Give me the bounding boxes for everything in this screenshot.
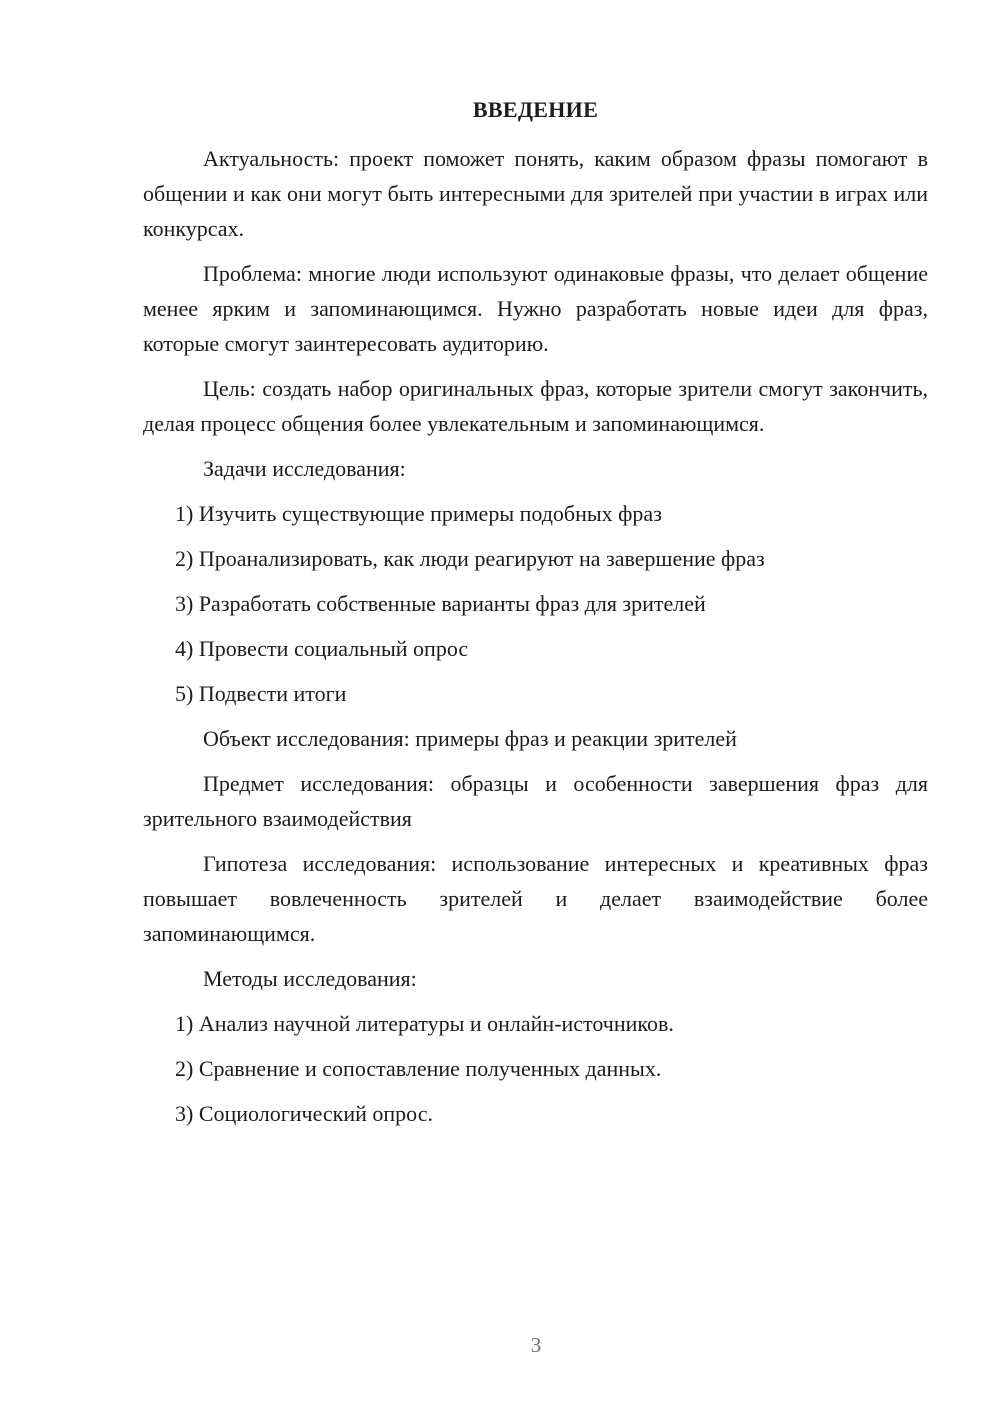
page-content bbox=[143, 92, 928, 1141]
page-title: ВВЕДЕНИЕ bbox=[472, 97, 599, 122]
task-item: 3) Разработать собственные варианты фраз для зрителей bbox=[175, 591, 706, 616]
method-item: 3) Социологический опрос. bbox=[175, 1101, 433, 1126]
task-item: 1) Изучить существующие примеры подобных фраз bbox=[175, 501, 662, 526]
task-item: 4) Провести социальный опрос bbox=[175, 636, 469, 661]
relevance-paragraph: Актуальность: проект поможет понять, каким образом фразы помогают в общении и как они могут быть интересными для зрителей при участии в играх или конкурсах. bbox=[143, 146, 928, 241]
goal-paragraph: Цель: создать набор оригинальных фраз, которые зрители смогут закончить, делая процесс общения более увлекательным и запоминающимся. bbox=[143, 376, 928, 436]
page-number: 3 bbox=[530, 1333, 542, 1357]
hypothesis-paragraph: Гипотеза исследования: использование интересных и креативных фраз повышает вовлеченность зрителей и делает взаимодействие более запоминающимся. bbox=[143, 851, 928, 946]
subject-paragraph: Предмет исследования: образцы и особенности завершения фраз для зрительного взаимодействия bbox=[143, 771, 928, 831]
method-item: 1) Анализ научной литературы и онлайн-источников. bbox=[175, 1011, 674, 1036]
method-item: 2) Сравнение и сопоставление полученных данных. bbox=[175, 1056, 662, 1081]
methods-heading: Методы исследования: bbox=[203, 966, 417, 991]
problem-paragraph: Проблема: многие люди используют одинаковые фразы, что делает общение менее ярким и запоминающимся. Нужно разработать новые идеи для фраз, которые смогут заинтересовать аудиторию. bbox=[143, 261, 928, 356]
task-item: 2) Проанализировать, как люди реагируют на завершение фраз bbox=[175, 546, 765, 571]
tasks-heading: Задачи исследования: bbox=[203, 456, 406, 481]
task-item: 5) Подвести итоги bbox=[175, 681, 347, 706]
object-paragraph: Объект исследования: примеры фраз и реакции зрителей bbox=[203, 726, 737, 751]
